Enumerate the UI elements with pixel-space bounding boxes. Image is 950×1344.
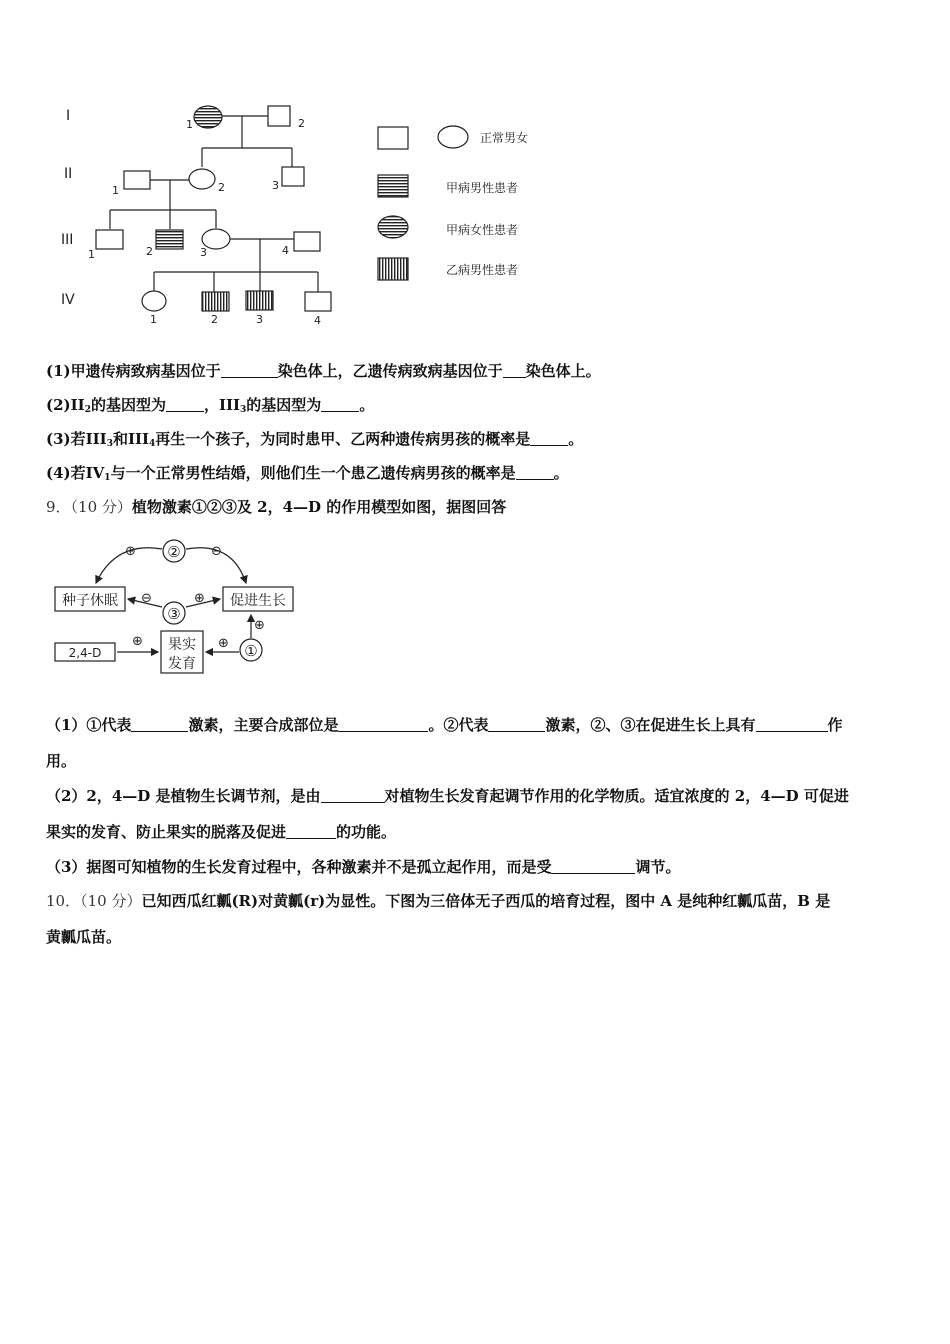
q9-part2-line1: （2）2，4—D 是植物生长调节剂，是由 对植物生长发育起调节作用的化学物质。适宜浓度的 2，4—D 可促进 <box>46 787 849 805</box>
svg-text:3: 3 <box>272 179 279 192</box>
svg-text:1: 1 <box>186 118 193 131</box>
individual-iv1 <box>142 291 166 311</box>
svg-text:4: 4 <box>282 244 289 257</box>
legend-jia-male-icon <box>378 175 408 197</box>
legend-normal-female-icon <box>438 126 468 148</box>
svg-text:2,4-D: 2,4-D <box>68 646 102 660</box>
gen-label-iii: III <box>61 232 74 248</box>
legend-normal-male-icon <box>378 127 408 149</box>
svg-text:⊕: ⊕ <box>254 618 265 633</box>
svg-text:促进生长: 促进生长 <box>230 593 286 609</box>
svg-text:3: 3 <box>256 313 263 326</box>
gen-label-iv: IV <box>61 292 75 308</box>
svg-text:③: ③ <box>167 605 181 623</box>
q9-part1-line2: 用。 <box>46 752 77 770</box>
q9-part1-line1: （1）①代表 激素，主要合成部位是 。②代表 激素，②、③在促进生长上具有 作 <box>46 716 843 734</box>
q9-part2-line2: 果实的发育、防止果实的脱落及促进 的功能。 <box>46 823 397 841</box>
q8-part2: $(2)II_2$的基因型为 ，$III_3$的基因型为 。 <box>46 396 375 415</box>
individual-ii1 <box>124 171 150 189</box>
legend-jia-female-icon <box>378 216 408 238</box>
svg-text:发育: 发育 <box>168 656 196 672</box>
svg-text:2: 2 <box>146 245 153 258</box>
svg-text:⊕: ⊕ <box>132 634 143 649</box>
individual-iii2 <box>156 230 183 249</box>
individual-i2 <box>268 106 290 126</box>
gen-label-i: I <box>66 108 71 124</box>
individual-iv3 <box>246 291 273 310</box>
q8-part3: (3)若$III_3$和$III_4$再生一个孩子，为同时患甲、乙两种遗传病男孩的概率是 。 <box>46 430 584 449</box>
legend-jia-female-label: 甲病女性患者 <box>446 223 519 237</box>
hormone-diagram <box>46 535 306 680</box>
individual-iv4 <box>305 292 331 311</box>
gen-label-ii: II <box>64 166 73 182</box>
svg-text:2: 2 <box>211 313 218 326</box>
svg-text:⊕: ⊕ <box>218 636 229 651</box>
q9-stem: 9．（10 分）植物激素①②③及 2，4—D 的作用模型如图，据图回答 <box>46 498 507 516</box>
svg-text:1: 1 <box>88 248 95 261</box>
svg-text:⊖: ⊖ <box>141 591 152 606</box>
legend-yi-male-icon <box>378 258 408 280</box>
q9-part3: （3）据图可知植物的生长发育过程中，各种激素并不是孤立起作用，而是受 调节。 <box>46 858 681 876</box>
legend-jia-male-label: 甲病男性患者 <box>446 181 519 195</box>
individual-iii1 <box>96 230 123 249</box>
svg-text:⊖: ⊖ <box>211 544 222 559</box>
individual-i1 <box>194 106 222 128</box>
individual-ii2 <box>189 169 215 189</box>
individual-iv2 <box>202 292 229 311</box>
q8-part4: (4)若$IV_1$与一个正常男性结婚，则他们生一个患乙遗传病男孩的概率是 。 <box>46 464 569 483</box>
individual-ii3 <box>282 167 304 186</box>
svg-text:1: 1 <box>112 184 119 197</box>
svg-text:4: 4 <box>314 314 321 327</box>
legend-normal-label: 正常男女 <box>480 131 529 145</box>
individual-iii4 <box>294 232 320 251</box>
svg-text:②: ② <box>167 543 181 561</box>
pedigree-chart <box>46 96 566 331</box>
svg-text:2: 2 <box>298 117 305 130</box>
svg-text:⊕: ⊕ <box>194 591 205 606</box>
svg-text:⊕: ⊕ <box>125 544 136 559</box>
svg-text:3: 3 <box>200 246 207 259</box>
q8-part1: (1)甲遗传病致病基因位于 染色体上，乙遗传病致病基因位于 染色体上。 <box>46 362 601 380</box>
q10-stem-line1: 10．（10 分）已知西瓜红瓤(R)对黄瓤(r)为显性。下图为三倍体无子西瓜的培育过程，图中 A 是纯种红瓤瓜苗，B 是 <box>46 892 831 910</box>
svg-text:果实: 果实 <box>168 637 196 653</box>
svg-text:1: 1 <box>150 313 157 326</box>
legend-yi-male-label: 乙病男性患者 <box>446 263 519 277</box>
svg-text:2: 2 <box>218 181 225 194</box>
q10-stem-line2: 黄瓤瓜苗。 <box>46 928 122 946</box>
svg-text:种子休眠: 种子休眠 <box>62 593 118 609</box>
svg-text:①: ① <box>244 642 258 660</box>
